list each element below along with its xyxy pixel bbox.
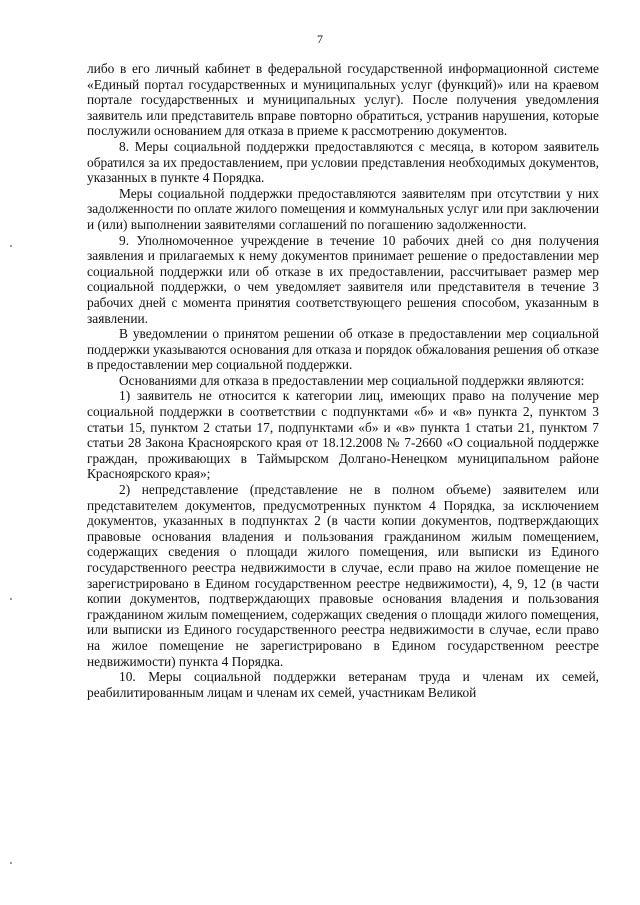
paragraph-debt-condition: Меры социальной поддержки предоставляются заявителям при отсутствии у них задолженности по оплате жилого помещения и коммунальных услуг или при заключении и (или) выполнении заявителями соглашений по погашению задолженности. [87,185,599,232]
paragraph-ground-1: 1) заявитель не относится к категории лиц, имеющих право на получение мер социальной поддержки в соответствии с подпунктами «б» и «в» пункта 2, пунктом 3 статьи 15, пунктом 2 статьи 17, подпунктами «б» и «в» пункта 1 статьи 21, пунктом 7 статьи 28 Закона Красноярского края от 18.12.2008 № 7-2660 «О социальной поддержке граждан, проживающих в Таймырском Долгано-Ненецком муниципальном районе Красноярского края»; [87,388,599,482]
paragraph-item-8: 8. Меры социальной поддержки предоставляются с месяца, в котором заявитель обратился за их предоставлением, при условии представления необходимых документов, указанных в пункте 4 Порядка. [87,138,599,186]
paragraph-refusal-notice: В уведомлении о принятом решении об отказе в предоставлении мер социальной поддержки указываются основания для отказа и порядок обжалования решения об отказе в предоставлении мер социальной поддержки. [87,326,599,373]
paragraph-ground-2: 2) непредставление (представление не в полном объеме) заявителем или представителем документов, предусмотренных пунктом 4 Порядка, за исключением документов, указанных в подпунктах 2 (в части копии документов, подтверждающих правовые основания владения и пользования гражданином жилым помещением, содержащих сведения о площади жилого помещения, или выписки из Единого государственного реестра недвижимости в случае, если право на жилое помещение не зарегистрировано в Едином государственном реестре недвижимости), 4, 9, 12 (в части копии документов, подтверждающих правовые основания владения и пользования гражданином жилым помещением, содержащих сведения о площади жилого помещения, или выписки из Единого государственного реестра недвижимости в случае, если право на жилое помещение не зарегистрировано в Едином государственном реестре недвижимости) пункта 4 Порядка. [87,482,599,669]
page-number: 7 [317,32,323,46]
paragraph-item-10: 10. Меры социальной поддержки ветеранам труда и членам их семей, реабилитированным лицам и членам их семей, участникам Великой [87,669,599,700]
document-body [87,61,599,700]
scan-edge-mark [10,598,12,600]
paragraph-refusal-grounds: Основаниями для отказа в предоставлении мер социальной поддержки являются: [119,372,585,388]
paragraph-item-9: 9. Уполномоченное учреждение в течение 10 рабочих дней со дня получения заявления и прилагаемых к нему документов принимает решение о предоставлении мер социальной поддержки или об отказе в их предоставлении, рассчитывает размер мер социальной поддержки, о чем уведомляет заявителя или представителя в течение 3 рабочих дней с момента принятия соответствующего решения способом, указанным в заявлении. [87,232,599,326]
scan-edge-mark [10,245,12,247]
paragraph-continuation: либо в его личный кабинет в федеральной государственной информационной системе «Единый портал государственных и муниципальных услуг (функций)» или на краевом портале государственных и муниципальных услуг). После получения уведомления заявитель или представитель вправе повторно обратиться, устранив нарушения, которые послужили основанием для отказа в приеме к рассмотрению документов. [87,61,599,139]
scan-edge-mark [10,862,12,864]
